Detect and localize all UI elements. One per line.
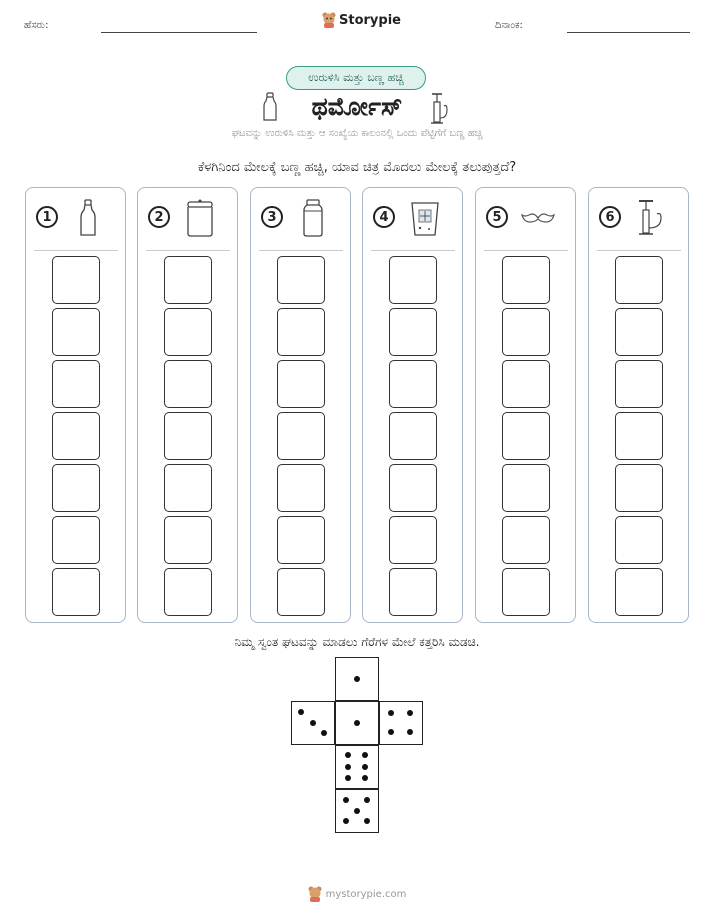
- color-box[interactable]: [389, 360, 437, 408]
- page-title: ಥರ್ಮೋಸ್: [311, 92, 403, 121]
- color-box[interactable]: [52, 412, 100, 460]
- color-box[interactable]: [389, 516, 437, 564]
- ice-glass-icon: [407, 198, 443, 238]
- color-box[interactable]: [615, 256, 663, 304]
- dice-pip: [354, 676, 360, 682]
- color-box[interactable]: [389, 308, 437, 356]
- color-box[interactable]: [389, 568, 437, 616]
- color-box[interactable]: [615, 308, 663, 356]
- dice-pip: [364, 818, 370, 824]
- color-box[interactable]: [389, 256, 437, 304]
- bear-icon: [308, 886, 322, 902]
- column-number: 2: [148, 206, 170, 228]
- column-number: 1: [36, 206, 58, 228]
- color-box[interactable]: [164, 256, 212, 304]
- dice-face-6: [335, 745, 379, 789]
- color-box[interactable]: [502, 308, 550, 356]
- color-box[interactable]: [52, 516, 100, 564]
- dice-face-1: [335, 701, 379, 745]
- color-box[interactable]: [389, 412, 437, 460]
- color-box[interactable]: [389, 464, 437, 512]
- column-divider: [597, 250, 681, 251]
- color-box[interactable]: [502, 412, 550, 460]
- color-box[interactable]: [52, 464, 100, 512]
- color-box[interactable]: [164, 308, 212, 356]
- column-1: [25, 187, 126, 623]
- dice-pip: [345, 752, 351, 758]
- color-box[interactable]: [277, 464, 325, 512]
- storypie-logo: [322, 12, 401, 28]
- color-box[interactable]: [615, 464, 663, 512]
- dice-pip: [407, 729, 413, 735]
- column-divider: [259, 250, 343, 251]
- dice-pip: [354, 720, 360, 726]
- bicycle-pump-icon: [633, 198, 669, 238]
- color-box[interactable]: [277, 412, 325, 460]
- dice-pip: [321, 730, 327, 736]
- dice-pip: [407, 710, 413, 716]
- dice-pip: [388, 710, 394, 716]
- column-4: [362, 187, 463, 623]
- dice-pip: [343, 797, 349, 803]
- color-box[interactable]: [164, 516, 212, 564]
- dice-pip: [362, 752, 368, 758]
- color-box[interactable]: [277, 568, 325, 616]
- color-box[interactable]: [615, 412, 663, 460]
- color-box[interactable]: [615, 360, 663, 408]
- mason-jar-icon: [295, 198, 331, 238]
- color-box[interactable]: [164, 412, 212, 460]
- brand-name: Storypie: [339, 12, 401, 28]
- dice-pip: [298, 709, 304, 715]
- dice-pip: [364, 797, 370, 803]
- column-divider: [146, 250, 230, 251]
- question: ಕೆಳಗಿನಿಂದ ಮೇಲಕ್ಕೆ ಬಣ್ಣ ಹಚ್ಚಿ, ಯಾವ ಚಿತ್ರ ಮೊದಲು ಮೇಲಕ್ಕೆ ತಲುಪುತ್ತದೆ?: [197, 160, 517, 175]
- color-box[interactable]: [502, 568, 550, 616]
- color-box[interactable]: [164, 360, 212, 408]
- color-box[interactable]: [502, 516, 550, 564]
- footer: [0, 886, 714, 902]
- dice-face-5: [335, 789, 379, 833]
- dice-pip: [345, 764, 351, 770]
- color-box[interactable]: [52, 360, 100, 408]
- date-line: [567, 32, 690, 33]
- column-divider: [371, 250, 455, 251]
- glass-jar-icon: [182, 198, 218, 238]
- column-number: 5: [486, 206, 508, 228]
- name-label: ಹೆಸರು:: [24, 20, 49, 31]
- bear-icon: [322, 12, 336, 28]
- color-box[interactable]: [277, 308, 325, 356]
- column-number: 4: [373, 206, 395, 228]
- color-box[interactable]: [502, 360, 550, 408]
- column-divider: [34, 250, 118, 251]
- column-number: 3: [261, 206, 283, 228]
- dice-pip: [354, 808, 360, 814]
- subtitle: ಘಟವನ್ನು ಉರುಳಿಸಿ ಮತ್ತು ಆ ಸಂಖ್ಯೆಯ ಕಾಲಂನಲ್ಲಿ ಒಂದು ಪೆಟ್ಟಿಗೆಗೆ ಬಣ್ಣ ಹಚ್ಚಿ: [231, 128, 483, 139]
- color-box[interactable]: [52, 308, 100, 356]
- color-box[interactable]: [52, 568, 100, 616]
- column-6: [588, 187, 689, 623]
- color-box[interactable]: [164, 568, 212, 616]
- color-box[interactable]: [52, 256, 100, 304]
- name-line: [101, 32, 257, 33]
- color-box[interactable]: [502, 256, 550, 304]
- column-3: [250, 187, 351, 623]
- color-box[interactable]: [277, 256, 325, 304]
- color-box[interactable]: [615, 516, 663, 564]
- cut-fold-instruction: ನಿಮ್ಮ ಸ್ವಂತ ಘಟವನ್ನು ಮಾಡಲು ಗೆರೆಗಳ ಮೇಲೆ ಕತ್ತರಿಸಿ ಮಡಚಿ.: [234, 635, 480, 649]
- mustache-icon: [520, 198, 556, 238]
- color-box[interactable]: [615, 568, 663, 616]
- dice-pip: [388, 729, 394, 735]
- dice-pip: [310, 720, 316, 726]
- dice-face-1: [335, 657, 379, 701]
- bicycle-pump-icon: [430, 92, 450, 126]
- dice-face-4: [379, 701, 423, 745]
- pill-text: ಉರುಳಿಸಿ ಮತ್ತು ಬಣ್ಣ ಹಚ್ಚಿ: [308, 71, 404, 84]
- milk-bottle-icon: [70, 198, 106, 238]
- dice-pip: [362, 764, 368, 770]
- color-box[interactable]: [164, 464, 212, 512]
- date-label: ದಿನಾಂಕ:: [495, 20, 523, 31]
- column-2: [137, 187, 238, 623]
- activity-pill: [286, 66, 426, 90]
- column-5: [475, 187, 576, 623]
- dice-pip: [345, 775, 351, 781]
- color-box[interactable]: [502, 464, 550, 512]
- dice-face-3: [291, 701, 335, 745]
- footer-url: mystorypie.com: [325, 888, 407, 900]
- column-divider: [484, 250, 568, 251]
- dice-pip: [343, 818, 349, 824]
- color-box[interactable]: [277, 516, 325, 564]
- dice-pip: [362, 775, 368, 781]
- color-box[interactable]: [277, 360, 325, 408]
- column-number: 6: [599, 206, 621, 228]
